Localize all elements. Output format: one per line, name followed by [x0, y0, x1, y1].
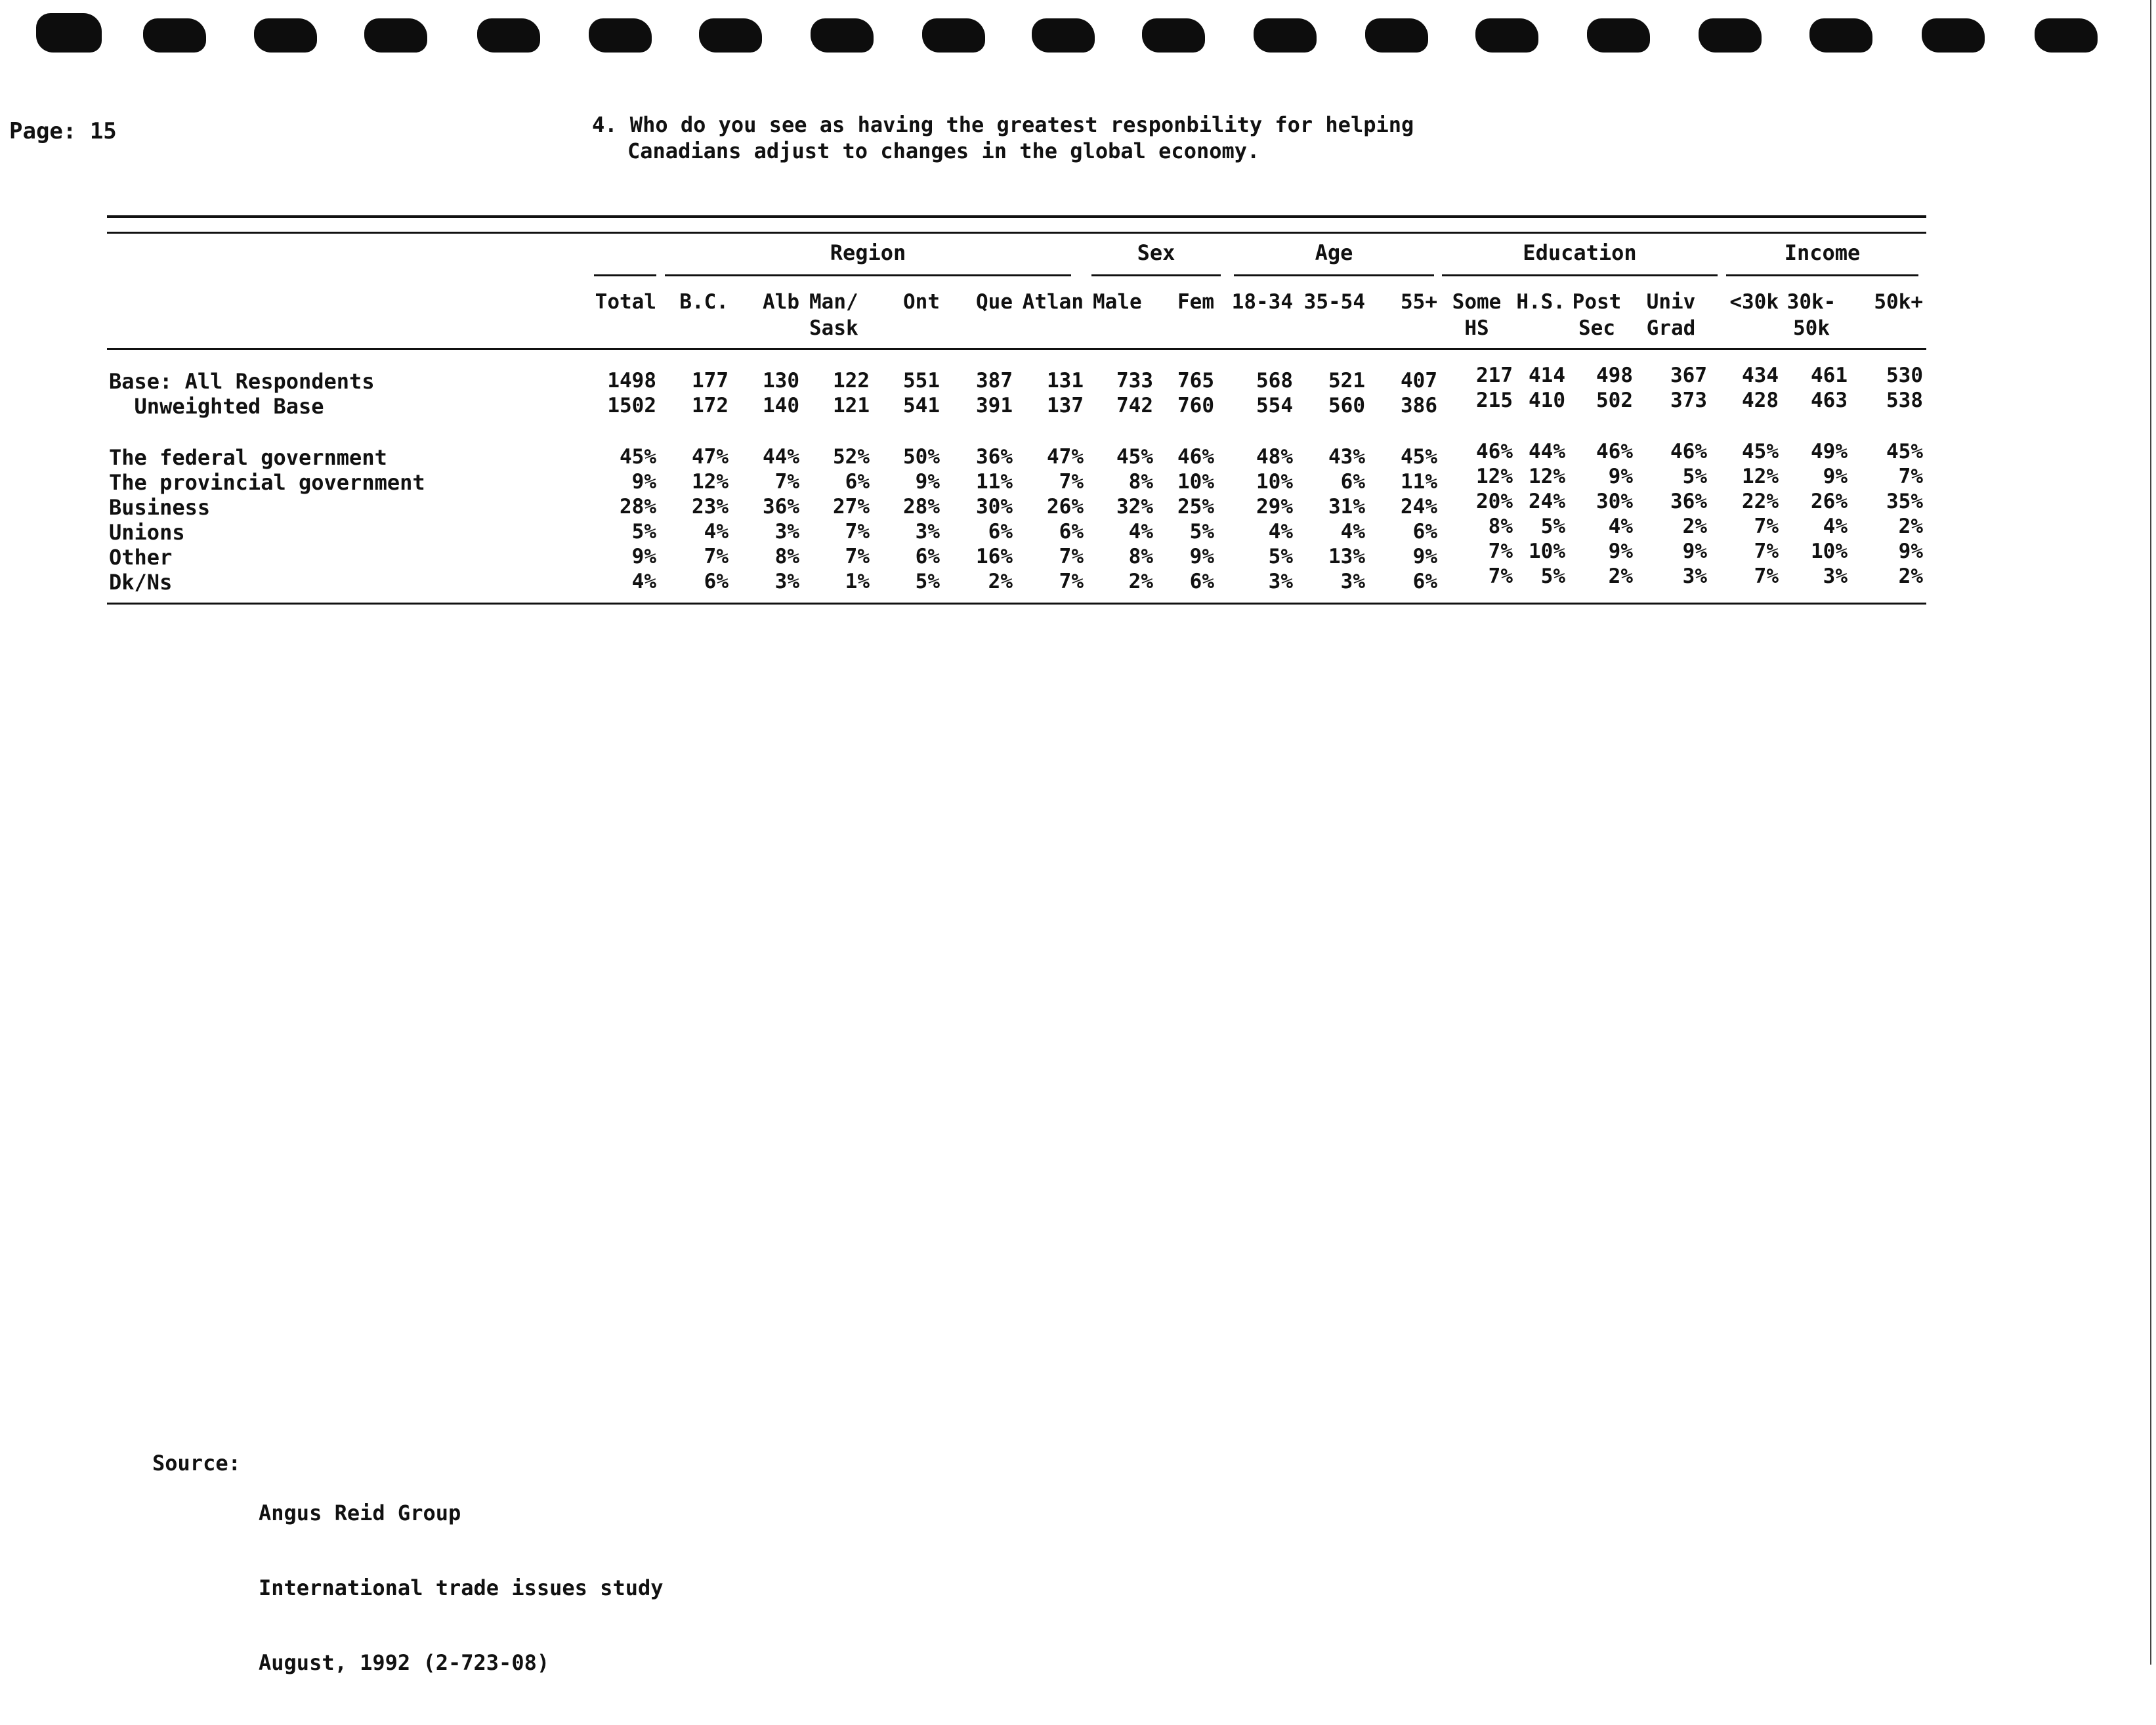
table-cell: 32%: [1116, 495, 1153, 519]
group-header-sex: Sex: [1137, 240, 1175, 265]
table-cell: 3%: [774, 520, 799, 543]
binder-hole: [36, 13, 102, 53]
table-cell: 7%: [1059, 545, 1084, 568]
table-cell: 46%: [1177, 445, 1214, 469]
table-cell: 45%: [1401, 445, 1437, 469]
column-header: [1493, 289, 1565, 315]
table-cell: 12%: [1742, 465, 1779, 488]
table-cell: 28%: [620, 495, 656, 519]
row-label: The provincial government: [109, 470, 425, 495]
table-cell: 131: [1047, 369, 1084, 393]
table-cell: 45%: [620, 445, 656, 469]
table-cell: 36%: [1670, 490, 1707, 513]
binder-hole: [1699, 18, 1762, 53]
table-cell: 3%: [1340, 570, 1365, 593]
table-cell: 5%: [1540, 564, 1565, 588]
table-cell: 5%: [1540, 515, 1565, 538]
table-cell: 2%: [1608, 564, 1633, 588]
table-cell: 30%: [1596, 490, 1633, 513]
table-cell: 7%: [1754, 515, 1779, 538]
table-cell: 31%: [1328, 495, 1365, 519]
table-cell: 7%: [1488, 564, 1513, 588]
column-header: [1365, 289, 1437, 315]
table-cell: 16%: [976, 545, 1013, 568]
column-header-line-1: <30k: [1729, 290, 1779, 314]
table-cell: 140: [763, 394, 799, 417]
table-cell: 45%: [1116, 445, 1153, 469]
column-header-line-1: 30k-: [1786, 290, 1836, 314]
table-cell: 47%: [692, 445, 729, 469]
table-cell: 35%: [1886, 490, 1923, 513]
column-header: [1011, 289, 1084, 315]
table-cell: 13%: [1328, 545, 1365, 568]
table-cell: 765: [1177, 369, 1214, 393]
table-cell: 5%: [1682, 465, 1707, 488]
column-header-line-1: Univ: [1646, 290, 1696, 314]
table-cell: 121: [833, 394, 870, 417]
binder-hole: [1254, 18, 1317, 53]
table-cell: 49%: [1811, 440, 1848, 463]
binder-hole: [2035, 18, 2098, 53]
column-header: [1851, 289, 1923, 315]
table-cell: 4%: [704, 520, 729, 543]
table-cell: 7%: [1754, 564, 1779, 588]
table-cell: 48%: [1256, 445, 1293, 469]
table-cell: 4%: [1128, 520, 1153, 543]
question-line-1: 4. Who do you see as having the greatest responbility for helping: [592, 112, 1414, 137]
column-header-line-1: Total: [595, 290, 656, 314]
table-cell: 12%: [1529, 465, 1565, 488]
column-header-line-1: Que: [976, 290, 1013, 314]
table-cell: 3%: [1268, 570, 1293, 593]
table-cell: 5%: [1268, 545, 1293, 568]
group-underline: [1442, 274, 1718, 276]
table-cell: 387: [976, 369, 1013, 393]
binder-hole: [811, 18, 874, 53]
table-cell: 45%: [1742, 440, 1779, 463]
table-cell: 6%: [1059, 520, 1084, 543]
table-cell: 463: [1811, 389, 1848, 412]
column-header-line-1: Atlan: [1022, 290, 1084, 314]
table-cell: 551: [903, 369, 940, 393]
table-cell: 7%: [704, 545, 729, 568]
table-cell: 391: [976, 394, 1013, 417]
table-cell: 6%: [1189, 570, 1214, 593]
table-cell: 7%: [1898, 465, 1923, 488]
table-cell: 8%: [1128, 545, 1153, 568]
group-underline: [665, 274, 1071, 276]
table-cell: 1502: [607, 394, 656, 417]
table-cell: 9%: [915, 470, 940, 494]
table-cell: 6%: [915, 545, 940, 568]
table-cell: 7%: [845, 545, 870, 568]
table-cell: 8%: [1128, 470, 1153, 494]
table-cell: 3%: [774, 570, 799, 593]
table-cell: 2%: [1682, 515, 1707, 538]
column-header-line-1: Fem: [1177, 290, 1214, 314]
table-cell: 541: [903, 394, 940, 417]
row-label: Other: [109, 545, 173, 570]
column-header-line-1: 55+: [1401, 290, 1437, 314]
table-cell: 28%: [903, 495, 940, 519]
column-header-line-1: 18-34: [1231, 290, 1293, 314]
table-cell: 8%: [774, 545, 799, 568]
binder-hole: [589, 18, 652, 53]
table-cell: 172: [692, 394, 729, 417]
column-header: [584, 289, 656, 315]
binder-hole: [1475, 18, 1538, 53]
table-cell: 44%: [1529, 440, 1565, 463]
table-cell: 26%: [1811, 490, 1848, 513]
source-line-2: International trade issues study: [259, 1575, 664, 1600]
column-header-line-2: 50k: [1793, 316, 1830, 340]
table-cell: 434: [1742, 364, 1779, 387]
column-header-line-1: Post: [1572, 290, 1622, 314]
table-cell: 36%: [976, 445, 1013, 469]
group-header-income: Income: [1784, 240, 1861, 265]
table-cell: 12%: [1476, 465, 1513, 488]
group-underline: [1234, 274, 1434, 276]
column-header: [1706, 289, 1779, 315]
column-header-line-1: Man/: [809, 290, 858, 314]
table-cell: 5%: [1189, 520, 1214, 543]
total-underline: [594, 274, 656, 276]
column-header: [1142, 289, 1214, 315]
table-cell: 4%: [1268, 520, 1293, 543]
table-cell: 217: [1476, 364, 1513, 387]
table-cell: 560: [1328, 394, 1365, 417]
binder-hole: [1032, 18, 1095, 53]
table-cell: 5%: [915, 570, 940, 593]
binder-hole: [1142, 18, 1205, 53]
table-cell: 27%: [833, 495, 870, 519]
column-header: [868, 289, 940, 315]
table-cell: 2%: [1898, 564, 1923, 588]
table-cell: 4%: [631, 570, 656, 593]
table-cell: 521: [1328, 369, 1365, 393]
binder-hole: [1587, 18, 1650, 53]
source-line-3: August, 1992 (2-723-08): [259, 1650, 550, 1675]
table-cell: 1%: [845, 570, 870, 593]
binder-hole: [364, 18, 427, 53]
row-label: Base: All Respondents: [109, 369, 375, 394]
table-cell: 29%: [1256, 495, 1293, 519]
column-header-line-2: Sec: [1578, 316, 1615, 340]
column-header-line-1: Some: [1452, 290, 1502, 314]
binder-hole: [1365, 18, 1428, 53]
column-header: [1635, 289, 1707, 341]
table-cell: 12%: [692, 470, 729, 494]
page-edge: [2150, 0, 2151, 1665]
column-header: [941, 289, 1013, 315]
table-cell: 7%: [1488, 540, 1513, 563]
question-line-2: Canadians adjust to changes in the global economy.: [627, 138, 1260, 163]
table-cell: 7%: [1754, 540, 1779, 563]
binder-hole-strip: [0, 0, 2156, 72]
table-cell: 24%: [1401, 495, 1437, 519]
table-cell: 3%: [1682, 564, 1707, 588]
binder-hole: [922, 18, 985, 53]
group-header-region: Region: [830, 240, 906, 265]
binder-hole: [254, 18, 317, 53]
table-cell: 498: [1596, 364, 1633, 387]
table-cell: 24%: [1529, 490, 1565, 513]
table-cell: 9%: [1823, 465, 1848, 488]
binder-hole: [1809, 18, 1872, 53]
table-cell: 742: [1116, 394, 1153, 417]
table-cell: 568: [1256, 369, 1293, 393]
table-cell: 52%: [833, 445, 870, 469]
table-cell: 4%: [1340, 520, 1365, 543]
table-cell: 8%: [1488, 515, 1513, 538]
question-text: [592, 112, 1414, 164]
table-cell: 407: [1401, 369, 1437, 393]
row-label: Dk/Ns: [109, 570, 173, 595]
table-cell: 9%: [631, 545, 656, 568]
table-cell: 530: [1886, 364, 1923, 387]
table-cell: 36%: [763, 495, 799, 519]
row-label: Business: [109, 495, 211, 520]
table-cell: 23%: [692, 495, 729, 519]
table-cell: 538: [1886, 389, 1923, 412]
row-label: Unweighted Base: [109, 394, 324, 419]
row-label: Unions: [109, 520, 185, 545]
column-header: [1561, 289, 1633, 341]
table-cell: 7%: [774, 470, 799, 494]
table-cell: 44%: [763, 445, 799, 469]
table-cell: 367: [1670, 364, 1707, 387]
table-cell: 11%: [1401, 470, 1437, 494]
column-header-line-1: Alb: [763, 290, 799, 314]
table-cell: 760: [1177, 394, 1214, 417]
table-cell: 554: [1256, 394, 1293, 417]
table-cell: 20%: [1476, 490, 1513, 513]
group-underline: [1091, 274, 1221, 276]
table-cell: 177: [692, 369, 729, 393]
table-cell: 9%: [1608, 540, 1633, 563]
table-cell: 6%: [1412, 520, 1437, 543]
table-cell: 46%: [1476, 440, 1513, 463]
table-cell: 2%: [1128, 570, 1153, 593]
header-bottom-rule: [107, 348, 1926, 350]
table-cell: 7%: [1059, 570, 1084, 593]
table-cell: 386: [1401, 394, 1437, 417]
source-label: Source:: [152, 1451, 241, 1476]
table-cell: 9%: [1412, 545, 1437, 568]
table-cell: 46%: [1670, 440, 1707, 463]
table-cell: 9%: [631, 470, 656, 494]
table-cell: 2%: [1898, 515, 1923, 538]
group-header-education: Education: [1523, 240, 1637, 265]
column-header: [727, 289, 799, 315]
table-cell: 9%: [1608, 465, 1633, 488]
table-cell: 502: [1596, 389, 1633, 412]
table-cell: 410: [1529, 389, 1565, 412]
binder-hole: [699, 18, 762, 53]
table-cell: 9%: [1189, 545, 1214, 568]
table-cell: 9%: [1898, 540, 1923, 563]
column-header-line-1: 35-54: [1303, 290, 1365, 314]
table-top-rule-2: [107, 232, 1926, 234]
table-cell: 6%: [1340, 470, 1365, 494]
table-cell: 47%: [1047, 445, 1084, 469]
source-line-1: Angus Reid Group: [259, 1501, 461, 1525]
table-cell: 5%: [631, 520, 656, 543]
table-cell: 10%: [1529, 540, 1565, 563]
row-label: The federal government: [109, 445, 387, 470]
table-cell: 130: [763, 369, 799, 393]
table-cell: 10%: [1811, 540, 1848, 563]
table-cell: 22%: [1742, 490, 1779, 513]
table-cell: 428: [1742, 389, 1779, 412]
table-top-rule: [107, 215, 1926, 218]
table-cell: 3%: [915, 520, 940, 543]
table-cell: 43%: [1328, 445, 1365, 469]
table-cell: 46%: [1596, 440, 1633, 463]
table-cell: 1498: [607, 369, 656, 393]
table-cell: 3%: [1823, 564, 1848, 588]
table-cell: 25%: [1177, 495, 1214, 519]
table-cell: 373: [1670, 389, 1707, 412]
table-cell: 6%: [988, 520, 1013, 543]
table-cell: 6%: [845, 470, 870, 494]
table-cell: 11%: [976, 470, 1013, 494]
table-cell: 461: [1811, 364, 1848, 387]
binder-hole: [143, 18, 206, 53]
column-header: [1293, 289, 1365, 315]
column-header: [1775, 289, 1848, 341]
table-cell: 414: [1529, 364, 1565, 387]
column-header-line-1: Ont: [903, 290, 940, 314]
column-header-line-2: Grad: [1646, 316, 1696, 340]
page-number: Page: 15: [9, 118, 117, 144]
column-header-line-1: B.C.: [679, 290, 729, 314]
table-cell: 7%: [1059, 470, 1084, 494]
table-cell: 215: [1476, 389, 1513, 412]
column-header-line-2: Sask: [809, 316, 858, 340]
table-cell: 7%: [845, 520, 870, 543]
table-cell: 45%: [1886, 440, 1923, 463]
binder-hole: [477, 18, 540, 53]
table-cell: 4%: [1823, 515, 1848, 538]
table-bottom-rule: [107, 603, 1926, 605]
column-header-line-1: Male: [1093, 290, 1142, 314]
table-cell: 9%: [1682, 540, 1707, 563]
table-cell: 4%: [1608, 515, 1633, 538]
table-cell: 26%: [1047, 495, 1084, 519]
table-cell: 10%: [1177, 470, 1214, 494]
table-cell: 30%: [976, 495, 1013, 519]
group-underline: [1726, 274, 1918, 276]
table-cell: 6%: [704, 570, 729, 593]
table-cell: 733: [1116, 369, 1153, 393]
column-header-line-1: 50k+: [1874, 290, 1923, 314]
table-cell: 10%: [1256, 470, 1293, 494]
column-header-line-1: H.S.: [1516, 290, 1565, 314]
table-cell: 137: [1047, 394, 1084, 417]
table-cell: 2%: [988, 570, 1013, 593]
table-cell: 122: [833, 369, 870, 393]
group-header-age: Age: [1315, 240, 1353, 265]
table-cell: 50%: [903, 445, 940, 469]
table-cell: 6%: [1412, 570, 1437, 593]
column-header: [656, 289, 729, 315]
binder-hole: [1922, 18, 1985, 53]
column-header-line-2: HS: [1464, 316, 1489, 340]
column-header: [1221, 289, 1293, 315]
